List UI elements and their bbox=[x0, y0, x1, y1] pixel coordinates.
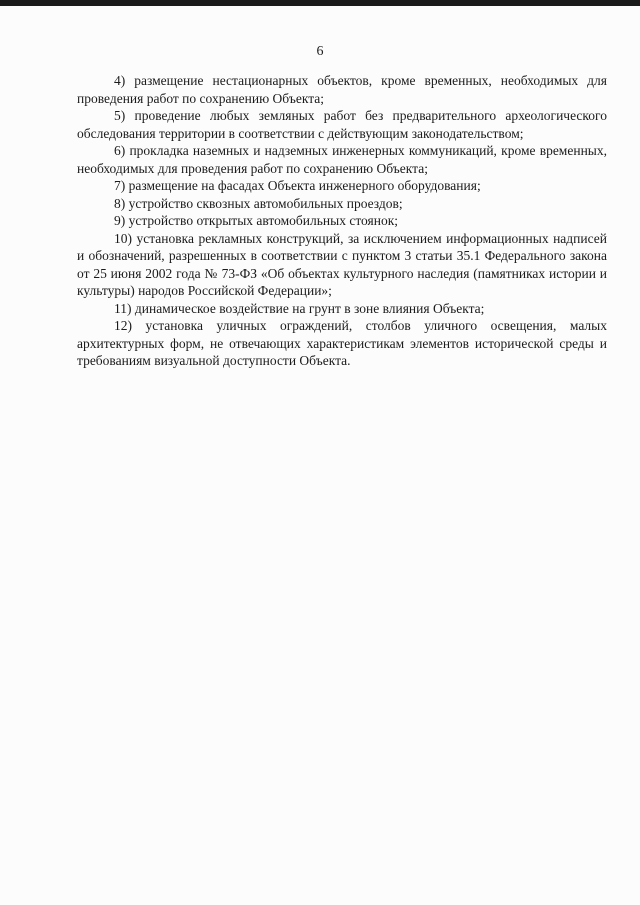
list-item-8: 8) устройство сквозных автомобильных проездов; bbox=[114, 195, 403, 211]
restriction-list bbox=[77, 72, 607, 370]
list-item-10: 10) установка рекламных конструкций, за исключением информационных надписей и обозначений, разрешенных в соответствии с пунктом 3 статьи 35.1 Федерального закона от 25 июня 2002 года № 73-ФЗ «Об объектах культурного наследия (памятниках истории и культуры) народов Российской Федерации»; bbox=[77, 230, 607, 298]
list-item-9: 9) устройство открытых автомобильных стоянок; bbox=[114, 213, 399, 228]
page-number: 6 bbox=[316, 44, 324, 59]
list-item-7: 7) размещение на фасадах Объекта инженерного оборудования; bbox=[114, 178, 481, 193]
list-item-4: 4) размещение нестационарных объектов, кроме временных, необходимых для проведения работ по сохранению Объекта; bbox=[77, 73, 607, 106]
list-item-6: 6) прокладка наземных и надземных инженерных коммуникаций, кроме временных, необходимых для проведения работ по сохранению Объекта; bbox=[77, 143, 607, 176]
list-item-12: 12) установка уличных ограждений, столбов уличного освещения, малых архитектурных форм, не отвечающих характеристикам элементов исторической среды и требованиям визуальной доступности Объекта. bbox=[77, 318, 607, 368]
list-item-11: 11) динамическое воздействие на грунт в зоне влияния Объекта; bbox=[114, 300, 485, 316]
list-item-5: 5) проведение любых земляных работ без предварительного археологического обследования территории в соответствии с действующим законодательством; bbox=[77, 108, 607, 141]
document-page bbox=[0, 6, 640, 905]
